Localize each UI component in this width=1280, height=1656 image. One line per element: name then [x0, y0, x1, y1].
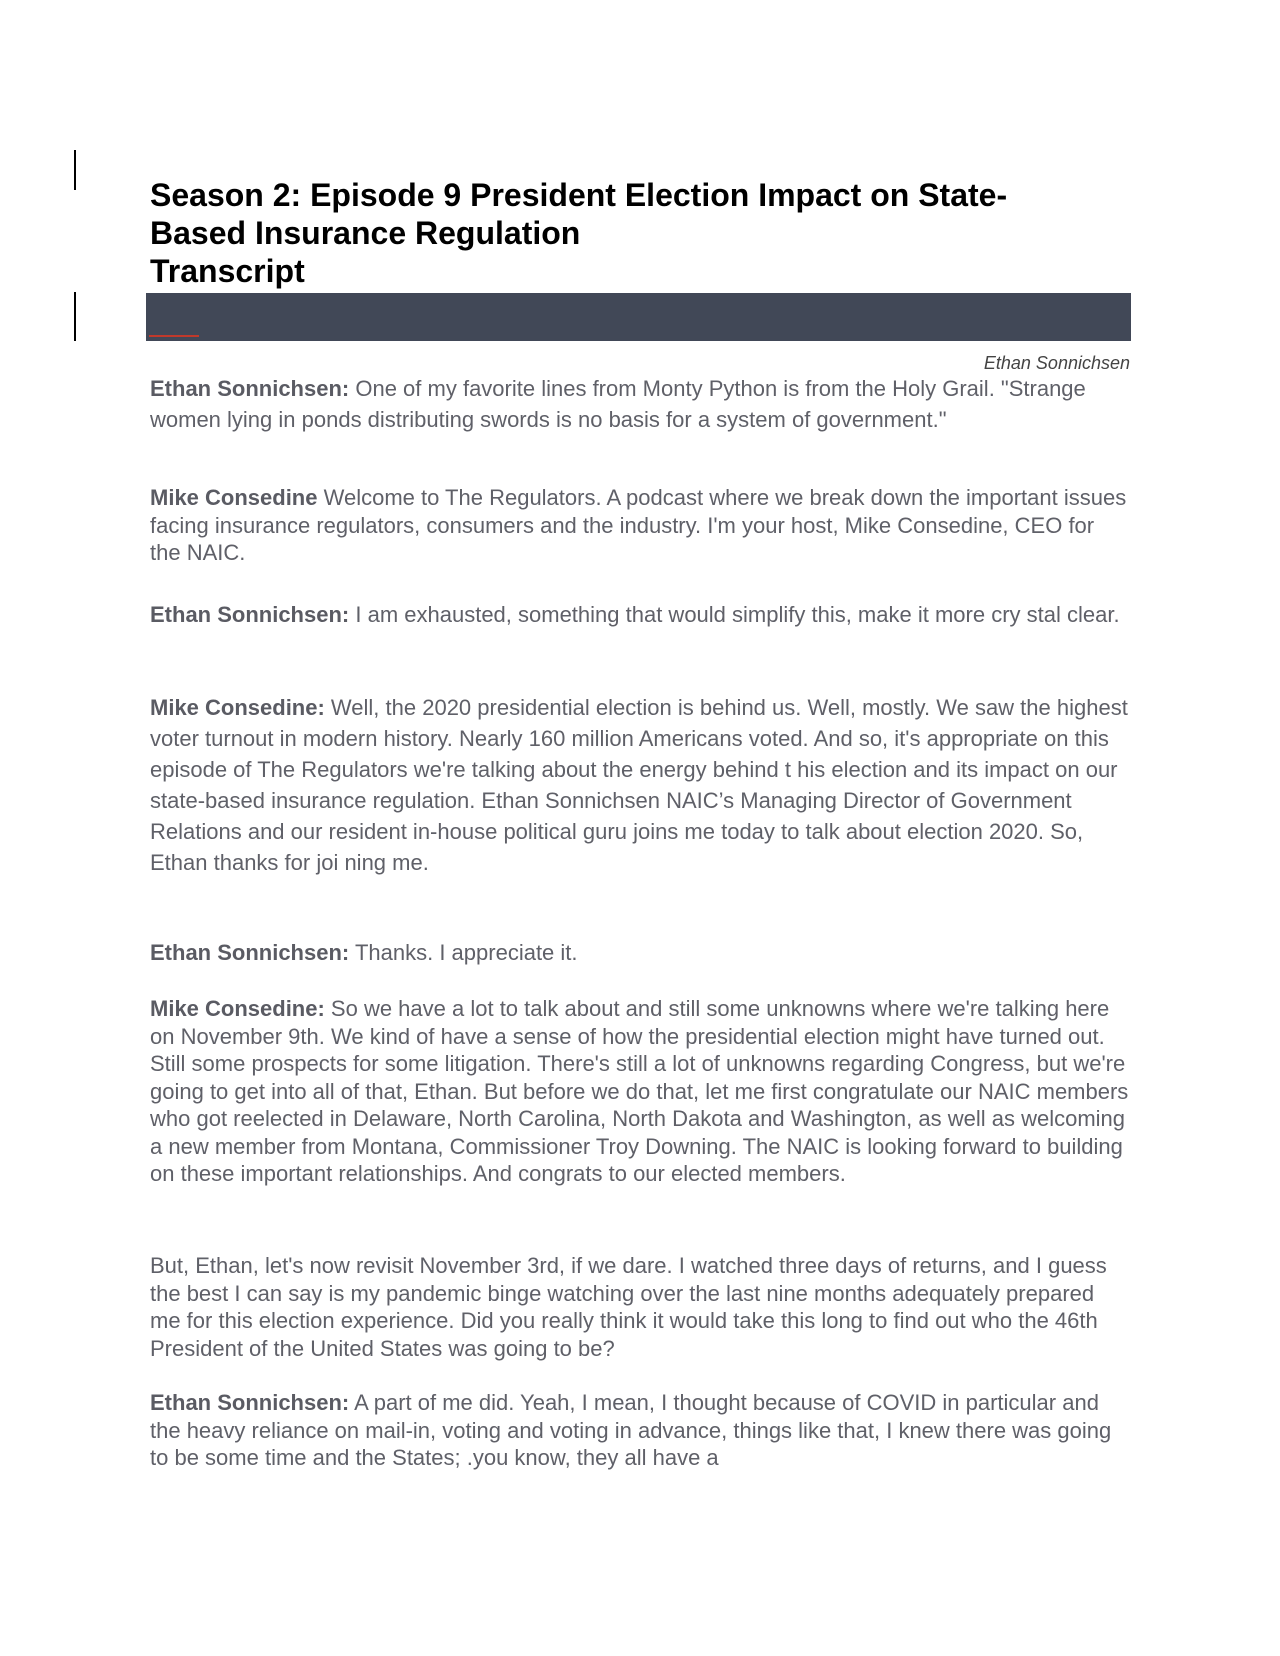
title-banner: [146, 293, 1131, 341]
paragraph-text: So we have a lot to talk about and still some unknowns where we're talking here on November 9th. We kind of have a sense of how the presidential election might have turned out. Still some prospects for some litigation. There's still a lot of unknowns regarding Congress, but we're going to get into all of that, Ethan. But before we do that, let me first congratulate our NAIC members who got reelected in Delaware, North Carolina, North Dakota and Washington, as well as welcoming a new member from Montana, Commissioner Troy Downing. The NAIC is looking forward to building on these important relationships. And congrats to our elected members.: [150, 996, 1129, 1186]
author-note: Ethan Sonnichsen: [983, 353, 1130, 373]
transcript-paragraph: [150, 995, 1130, 1188]
paragraph-text: But, Ethan, let's now revisit November 3rd, if we dare. I watched three days of returns, and I guess the best I can say is my pandemic binge watching over the last nine months adequately prepared me for this election experience. Did you really think it would take this long to find out who the 46th President of the United States was going to be?: [150, 1253, 1107, 1361]
paragraph-text: Welcome to The Regulators. A podcast where we break down the important issues facing insurance regulators, consumers and the industry. I'm your host, Mike Consedine, CEO for the NAIC.: [150, 485, 1127, 565]
transcript-paragraph: [150, 1389, 1130, 1472]
speaker-name: Mike Consedine:: [150, 695, 325, 720]
speaker-name: Mike Consedine:: [150, 996, 325, 1021]
document-title: [150, 176, 1130, 290]
speaker-name: Mike Consedine: [150, 485, 318, 510]
paragraph-text: Well, the 2020 presidential election is behind us. Well, mostly. We saw the highest voter turnout in modern history. Nearly 160 million Americans voted. And so, it's appropriate on this episode of The Regulators we're talking about the energy behind t his election and its impact on our state-based insurance regulation. Ethan Sonnichsen NAIC’s Managing Director of Government Relations and our resident in-house political guru joins me today to talk about election 2020. So, Ethan thanks for joi ning me.: [150, 695, 1128, 875]
speaker-name: Ethan Sonnichsen:: [150, 940, 350, 965]
paragraph-text: One of my favorite lines from Monty Python is from the Holy Grail. "Strange women lying in ponds distributing swords is no basis for a system of government.": [150, 376, 1086, 432]
speaker-name: Ethan Sonnichsen:: [150, 602, 350, 627]
transcript-paragraph: [150, 484, 1130, 567]
transcript-paragraph: [150, 937, 1130, 968]
paragraph-text: Thanks. I appreciate it.: [349, 940, 578, 965]
paragraph-text: I am exhausted, something that would simplify this, make it more cry stal clear.: [349, 602, 1120, 627]
title-line: Based Insurance Regulation: [150, 215, 581, 251]
title-line: Transcript: [150, 253, 305, 289]
paragraph-text: A part of me did. Yeah, I mean, I thought because of COVID in particular and the heavy reliance on mail-in, voting and voting in advance, things like that, I knew there was going to be some time and the States; .you know, they all have a: [150, 1390, 1112, 1470]
speaker-name: Ethan Sonnichsen:: [150, 376, 350, 401]
revision-bar: [74, 150, 76, 190]
transcript-paragraph: [150, 599, 1130, 630]
speaker-name: Ethan Sonnichsen:: [150, 1390, 350, 1415]
revision-bar: [74, 292, 76, 341]
title-line: Season 2: Episode 9 President Election Impact on State-: [150, 177, 1008, 213]
transcript-paragraph: [150, 373, 1130, 435]
transcript-paragraph: [150, 692, 1130, 878]
banner-accent-line: [149, 335, 199, 337]
transcript-paragraph: [150, 1252, 1130, 1362]
